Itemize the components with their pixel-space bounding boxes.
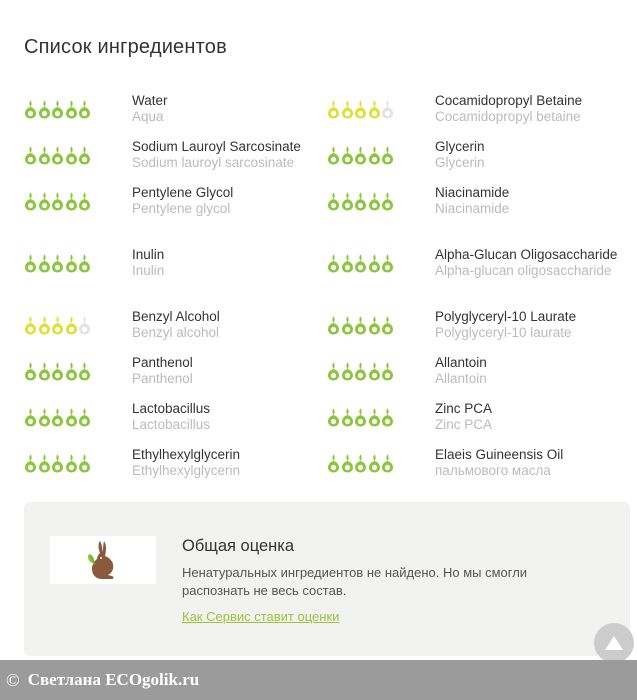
ingredient-name: Zinc PCA xyxy=(435,401,493,416)
ingredient-names xyxy=(132,309,324,341)
rating-drop-icon xyxy=(368,254,381,273)
rating-drop-icon xyxy=(51,362,64,381)
ingredient-inci: Lactobacillus xyxy=(132,417,211,432)
rating-drop-icon xyxy=(354,454,367,473)
rating-drop-icon xyxy=(78,100,91,119)
rating-drop-icon xyxy=(327,408,340,427)
ingredient-row[interactable] xyxy=(24,348,324,394)
rating-drop-icon xyxy=(51,146,64,165)
rating-drop-icon xyxy=(65,316,78,335)
ingredient-row[interactable] xyxy=(24,394,324,440)
ingredient-names xyxy=(132,185,324,217)
rating-drop-icon xyxy=(38,316,51,335)
rating-drop-icon xyxy=(341,192,354,211)
rating-drop-icon xyxy=(65,254,78,273)
rating-drop-icon xyxy=(354,362,367,381)
ingredient-inci: Pentylene glycol xyxy=(132,201,231,216)
ingredient-name: Water xyxy=(132,93,168,108)
rating-drop-icon xyxy=(38,100,51,119)
copyright-symbol: © xyxy=(6,669,20,690)
rating-drop-icon xyxy=(327,146,340,165)
rating-drop-icon xyxy=(65,362,78,381)
rating-drop-icon xyxy=(327,316,340,335)
ingredient-names xyxy=(435,401,627,433)
rating-drop-icon xyxy=(327,454,340,473)
rating-drop-icon xyxy=(78,454,91,473)
ingredient-inci: Niacinamide xyxy=(435,201,510,216)
ingredient-rating xyxy=(327,192,435,211)
ingredient-rating xyxy=(24,454,132,473)
ingredient-inci: Alpha-glucan oligosaccharide xyxy=(435,263,612,278)
ingredient-names xyxy=(435,447,627,479)
how-service-rates-link[interactable]: Как Сервис ставит оценки xyxy=(182,609,340,624)
rating-drop-icon xyxy=(381,254,394,273)
ingredient-row[interactable] xyxy=(24,86,324,132)
rating-drop-icon xyxy=(381,146,394,165)
rating-drop-icon xyxy=(24,454,37,473)
ingredient-name: Benzyl Alcohol xyxy=(132,309,220,324)
rating-drop-icon xyxy=(38,408,51,427)
ingredient-row[interactable] xyxy=(327,132,627,178)
rating-drop-icon xyxy=(51,408,64,427)
ingredient-rating xyxy=(327,146,435,165)
ingredient-name: Allantoin xyxy=(435,355,487,370)
rating-drop-icon xyxy=(24,146,37,165)
ingredient-names xyxy=(435,185,627,217)
ingredient-name: Inulin xyxy=(132,247,165,262)
rating-drop-icon xyxy=(341,316,354,335)
rating-logo xyxy=(50,536,156,584)
ingredient-inci: Allantoin xyxy=(435,371,487,386)
ingredient-row[interactable] xyxy=(327,302,627,348)
ingredient-rating xyxy=(327,454,435,473)
rating-drop-icon xyxy=(327,254,340,273)
rating-drop-icon xyxy=(381,408,394,427)
ingredient-rating xyxy=(24,146,132,165)
arrow-up-icon xyxy=(604,635,624,651)
rating-drop-icon xyxy=(327,100,340,119)
rating-drop-icon xyxy=(341,146,354,165)
ingredient-inci: Zinc PCA xyxy=(435,417,493,432)
rating-drop-icon xyxy=(368,362,381,381)
ingredient-rating xyxy=(24,100,132,119)
ingredients-right-column xyxy=(327,86,627,486)
ingredient-name: Alpha-Glucan Oligosaccharide xyxy=(435,247,618,262)
rating-drop-icon xyxy=(341,454,354,473)
ingredient-row[interactable] xyxy=(327,86,627,132)
rating-drop-icon xyxy=(51,254,64,273)
ingredient-name: Niacinamide xyxy=(435,185,510,200)
ingredient-rating xyxy=(327,100,435,119)
watermark-text: Светлана ECOgolik.ru xyxy=(27,670,200,689)
rating-drop-icon xyxy=(381,316,394,335)
ingredient-name: Panthenol xyxy=(132,355,193,370)
rating-drop-icon xyxy=(38,146,51,165)
rating-drop-icon xyxy=(65,100,78,119)
ingredient-rating xyxy=(24,362,132,381)
rating-drop-icon xyxy=(327,362,340,381)
ingredient-name: Ethylhexylglycerin xyxy=(132,447,241,462)
rating-drop-icon xyxy=(78,362,91,381)
rating-drop-icon xyxy=(38,192,51,211)
ingredient-row[interactable] xyxy=(327,440,627,486)
rating-drop-icon xyxy=(354,254,367,273)
rating-drop-icon xyxy=(38,362,51,381)
ingredient-names xyxy=(132,93,324,125)
ingredient-rating xyxy=(24,254,132,273)
rating-drop-icon xyxy=(368,454,381,473)
rating-drop-icon xyxy=(24,316,37,335)
ingredient-row[interactable] xyxy=(24,132,324,178)
ingredient-inci: Ethylhexylglycerin xyxy=(132,463,241,478)
rating-drop-icon xyxy=(354,316,367,335)
ingredient-inci: Benzyl alcohol xyxy=(132,325,220,340)
rating-description: Ненатуральных ингредиентов не найдено. Но мы смогли распознать не весь состав. xyxy=(182,565,528,598)
rating-drop-icon xyxy=(341,408,354,427)
rating-drop-icon xyxy=(65,408,78,427)
rating-drop-icon xyxy=(354,100,367,119)
rating-drop-icon xyxy=(78,408,91,427)
ingredient-names xyxy=(435,247,627,279)
ingredient-names xyxy=(132,447,324,479)
ingredient-rating xyxy=(327,316,435,335)
rating-drop-icon xyxy=(78,316,91,335)
ingredient-name: Cocamidopropyl Betaine xyxy=(435,93,583,108)
rating-drop-icon xyxy=(368,100,381,119)
rating-drop-icon xyxy=(51,192,64,211)
rabbit-icon xyxy=(86,539,120,581)
rating-drop-icon xyxy=(327,192,340,211)
ingredient-row[interactable] xyxy=(24,224,324,302)
rating-drop-icon xyxy=(78,254,91,273)
rating-drop-icon xyxy=(354,146,367,165)
rating-drop-icon xyxy=(78,146,91,165)
rating-drop-icon xyxy=(354,192,367,211)
rating-drop-icon xyxy=(341,362,354,381)
rating-drop-icon xyxy=(341,254,354,273)
ingredient-name: Lactobacillus xyxy=(132,401,211,416)
ingredients-left-column xyxy=(24,86,324,486)
ingredient-row[interactable] xyxy=(327,348,627,394)
rating-drop-icon xyxy=(381,454,394,473)
ingredient-rating xyxy=(327,362,435,381)
rating-drop-icon xyxy=(51,100,64,119)
overall-rating-card xyxy=(24,502,630,656)
ingredient-rating xyxy=(327,254,435,273)
ingredient-rating xyxy=(24,316,132,335)
ingredient-row[interactable] xyxy=(24,302,324,348)
ingredient-names xyxy=(132,355,324,387)
ingredient-inci: Sodium lauroyl sarcosinate xyxy=(132,155,295,170)
ingredient-inci: пальмового масла xyxy=(435,463,551,478)
rating-drop-icon xyxy=(38,254,51,273)
rating-drop-icon xyxy=(341,100,354,119)
rating-drop-icon xyxy=(24,254,37,273)
ingredient-names xyxy=(132,401,324,433)
rating-drop-icon xyxy=(65,454,78,473)
page-title: Список ингредиентов xyxy=(24,36,227,58)
ingredient-rating xyxy=(24,192,132,211)
rating-drop-icon xyxy=(381,192,394,211)
rating-drop-icon xyxy=(24,192,37,211)
ingredient-inci: Glycerin xyxy=(435,155,485,170)
ingredient-names xyxy=(435,93,627,125)
rating-drop-icon xyxy=(368,146,381,165)
ingredient-names xyxy=(132,247,324,279)
rating-drop-icon xyxy=(354,408,367,427)
rating-drop-icon xyxy=(368,192,381,211)
ingredient-names xyxy=(435,309,627,341)
rating-drop-icon xyxy=(24,100,37,119)
rating-drop-icon xyxy=(24,362,37,381)
ingredient-name: Sodium Lauroyl Sarcosinate xyxy=(132,139,301,154)
rating-drop-icon xyxy=(65,146,78,165)
ingredient-names xyxy=(435,355,627,387)
ingredient-name: Pentylene Glycol xyxy=(132,185,234,200)
rating-drop-icon xyxy=(38,454,51,473)
ingredient-inci: Polyglyceryl-10 laurate xyxy=(435,325,572,340)
rating-title: Общая оценка xyxy=(182,537,295,555)
ingredient-row[interactable] xyxy=(24,178,324,224)
rating-drop-icon xyxy=(381,362,394,381)
ingredient-inci: Panthenol xyxy=(132,371,193,386)
ingredient-row[interactable] xyxy=(327,224,627,302)
ingredient-name: Elaeis Guineensis Oil xyxy=(435,447,564,462)
rating-drop-icon xyxy=(24,408,37,427)
rating-drop-icon xyxy=(381,100,394,119)
ingredient-row[interactable] xyxy=(24,440,324,486)
ingredient-row[interactable] xyxy=(327,178,627,224)
ingredient-rating xyxy=(327,408,435,427)
ingredient-inci: Aqua xyxy=(132,109,164,124)
scroll-top-button[interactable] xyxy=(594,623,634,663)
rating-drop-icon xyxy=(51,316,64,335)
ingredient-name: Polyglyceryl-10 Laurate xyxy=(435,309,577,324)
ingredient-names xyxy=(435,139,627,171)
ingredient-names xyxy=(132,139,324,171)
ingredient-inci: Cocamidopropyl betaine xyxy=(435,109,581,124)
ingredient-name: Glycerin xyxy=(435,139,485,154)
rating-drop-icon xyxy=(51,454,64,473)
ingredient-inci: Inulin xyxy=(132,263,165,278)
rating-drop-icon xyxy=(78,192,91,211)
ingredient-rating xyxy=(24,408,132,427)
watermark-footer xyxy=(0,660,637,700)
ingredient-row[interactable] xyxy=(327,394,627,440)
rating-drop-icon xyxy=(65,192,78,211)
rating-drop-icon xyxy=(368,316,381,335)
rating-drop-icon xyxy=(368,408,381,427)
